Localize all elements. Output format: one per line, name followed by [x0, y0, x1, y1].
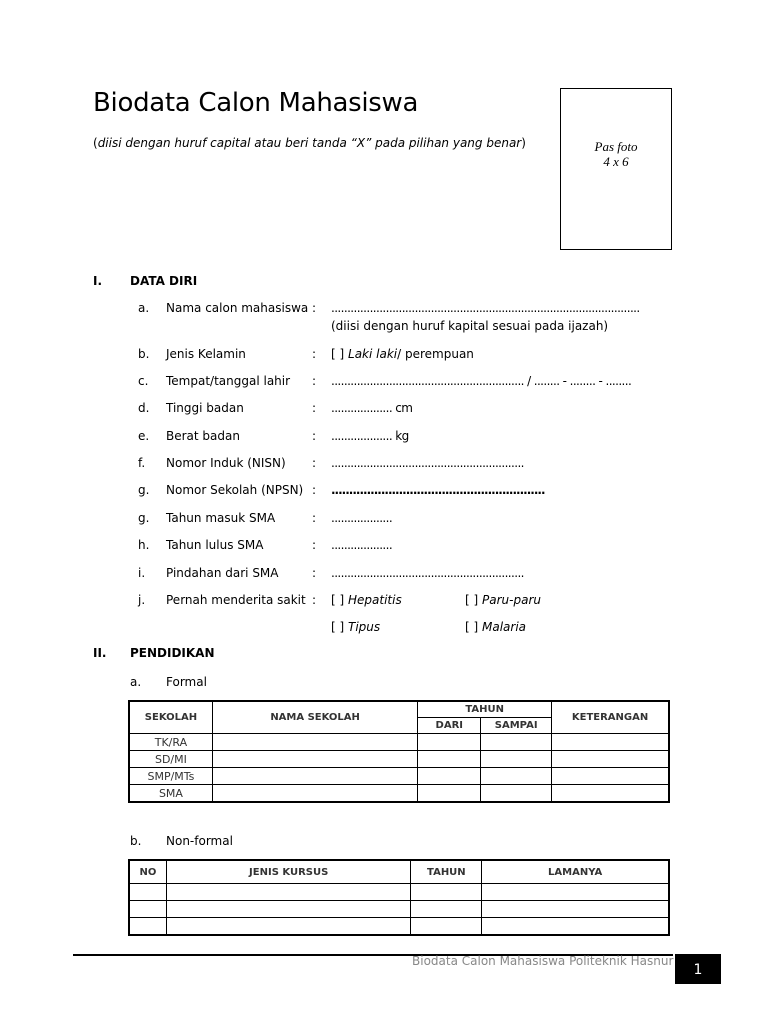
row-label: SMA [130, 785, 213, 802]
field-value-npsn[interactable]: ............................................................ [331, 483, 545, 497]
table-cell[interactable] [482, 901, 669, 918]
item-letter: g. [138, 483, 150, 497]
table-cell[interactable] [411, 901, 482, 918]
table-cell[interactable] [212, 768, 417, 785]
item-letter: b. [138, 347, 150, 361]
item-letter: h. [138, 538, 150, 552]
option-tipus[interactable]: [ ] Tipus [331, 620, 381, 634]
table-cell[interactable] [418, 734, 481, 751]
header-jenis-kursus: JENIS KURSUS [166, 861, 410, 884]
table-cell[interactable] [481, 768, 552, 785]
option-paru-paru[interactable]: [ ] Paru-paru [465, 593, 541, 607]
header-no: NO [130, 861, 167, 884]
item-letter: g. [138, 511, 150, 525]
field-label-nisn: Nomor Induk (NISN) [166, 456, 286, 470]
table-cell[interactable] [411, 884, 482, 901]
field-note-nama: (diisi dengan huruf kapital sesuai pada ijazah) [331, 319, 609, 333]
checkbox[interactable]: [ ] [465, 620, 479, 634]
item-letter: i. [138, 566, 146, 580]
table-cell[interactable] [482, 884, 669, 901]
field-label-berat: Berat badan [166, 429, 240, 443]
field-value-nisn[interactable]: ............................................................ [331, 456, 524, 470]
page-number: 1 [675, 954, 721, 984]
table-cell[interactable] [212, 751, 417, 768]
table-cell[interactable] [552, 734, 669, 751]
option-malaria[interactable]: [ ] Malaria [465, 620, 527, 634]
table-cell[interactable] [552, 768, 669, 785]
table-cell[interactable] [166, 901, 410, 918]
field-value-nama[interactable]: ................................................................................................ [331, 301, 640, 315]
footer-text: Biodata Calon Mahasiswa Politeknik Hasnur [412, 954, 674, 968]
row-label: TK/RA [130, 734, 213, 751]
table-cell[interactable] [481, 734, 552, 751]
header-sampai: SAMPAI [481, 718, 552, 734]
table-row [130, 785, 669, 802]
section-number: II. [93, 646, 107, 660]
photo-size: 4 x 6 [603, 154, 629, 169]
photo-label: Pas foto [594, 139, 638, 154]
row-label: SD/MI [130, 751, 213, 768]
subsection-formal: Formal [166, 675, 207, 689]
table-cell[interactable] [552, 751, 669, 768]
field-label-pindahan: Pindahan dari SMA [166, 566, 279, 580]
field-value-tahun-lulus[interactable]: ................... [331, 538, 393, 552]
table-row [130, 901, 669, 918]
field-colon: : [312, 538, 317, 552]
header-tahun: TAHUN [411, 861, 482, 884]
table-cell[interactable] [166, 918, 410, 935]
field-value-berat[interactable]: ................... kg [331, 429, 409, 443]
checkbox[interactable]: [ ] [331, 347, 345, 361]
header-nama-sekolah: NAMA SEKOLAH [212, 702, 417, 734]
field-colon: : [312, 401, 317, 415]
table-cell[interactable] [482, 918, 669, 935]
field-value-tinggi[interactable]: ................... cm [331, 401, 413, 415]
field-label-nama: Nama calon mahasiswa [166, 301, 309, 315]
checkbox[interactable]: [ ] [331, 593, 345, 607]
nonformal-education-table [129, 860, 669, 935]
field-value-jenis-kelamin[interactable]: [ ] Laki laki/ perempuan [331, 347, 474, 361]
table-cell[interactable] [418, 751, 481, 768]
field-colon: : [312, 511, 317, 525]
item-letter: c. [138, 374, 149, 388]
item-letter: j. [138, 593, 146, 607]
checkbox[interactable]: [ ] [465, 593, 479, 607]
field-colon: : [312, 301, 317, 315]
table-cell[interactable] [166, 884, 410, 901]
table-cell[interactable] [130, 918, 167, 935]
field-colon: : [312, 566, 317, 580]
table-row [130, 734, 669, 751]
field-value-tahun-masuk[interactable]: ................... [331, 511, 393, 525]
field-label-tinggi: Tinggi badan [166, 401, 244, 415]
field-value-ttl[interactable]: ............................................................ / ........ - ........ - ........ [331, 374, 632, 388]
table-cell[interactable] [212, 734, 417, 751]
item-letter: d. [138, 401, 150, 415]
row-label: SMP/MTs [130, 768, 213, 785]
table-cell[interactable] [418, 785, 481, 802]
section-title: DATA DIRI [130, 274, 198, 288]
section-title: PENDIDIKAN [130, 646, 215, 660]
table-cell[interactable] [130, 901, 167, 918]
subsection-nonformal: Non-formal [166, 834, 233, 848]
field-label-tahun-lulus: Tahun lulus SMA [166, 538, 264, 552]
field-colon: : [312, 347, 317, 361]
item-letter: e. [138, 429, 150, 443]
table-row [130, 918, 669, 935]
table-row [130, 751, 669, 768]
field-label-tahun-masuk: Tahun masuk SMA [166, 511, 276, 525]
field-value-pindahan[interactable]: ............................................................ [331, 566, 524, 580]
item-letter: f. [138, 456, 146, 470]
field-colon: : [312, 483, 317, 497]
item-letter: a. [130, 675, 142, 689]
page-subtitle: (diisi dengan huruf capital atau beri tanda “X” pada pilihan yang benar) [93, 136, 526, 150]
table-cell[interactable] [481, 751, 552, 768]
item-letter: a. [138, 301, 150, 315]
table-cell[interactable] [130, 884, 167, 901]
field-label-sakit: Pernah menderita sakit [166, 593, 306, 607]
field-colon: : [312, 374, 317, 388]
field-label-jenis-kelamin: Jenis Kelamin [166, 347, 246, 361]
field-label-npsn: Nomor Sekolah (NPSN) [166, 483, 304, 497]
header-lamanya: LAMANYA [482, 861, 669, 884]
field-colon: : [312, 456, 317, 470]
formal-education-table [129, 701, 669, 802]
photo-box [560, 88, 672, 250]
table-cell[interactable] [481, 785, 552, 802]
header-sekolah: SEKOLAH [130, 702, 213, 734]
table-cell[interactable] [411, 918, 482, 935]
header-keterangan: KETERANGAN [552, 702, 669, 734]
table-row [130, 884, 669, 901]
table-cell[interactable] [552, 785, 669, 802]
field-colon: : [312, 429, 317, 443]
page-title: Biodata Calon Mahasiswa [93, 88, 419, 118]
option-hepatitis[interactable]: [ ] Hepatitis [331, 593, 402, 607]
item-letter: b. [130, 834, 142, 848]
table-cell[interactable] [212, 785, 417, 802]
table-row [130, 768, 669, 785]
header-dari: DARI [418, 718, 481, 734]
field-colon: : [312, 593, 317, 607]
table-cell[interactable] [418, 768, 481, 785]
section-number: I. [93, 274, 103, 288]
checkbox[interactable]: [ ] [331, 620, 345, 634]
header-tahun: TAHUN [418, 702, 552, 718]
field-label-ttl: Tempat/tanggal lahir [166, 374, 291, 388]
